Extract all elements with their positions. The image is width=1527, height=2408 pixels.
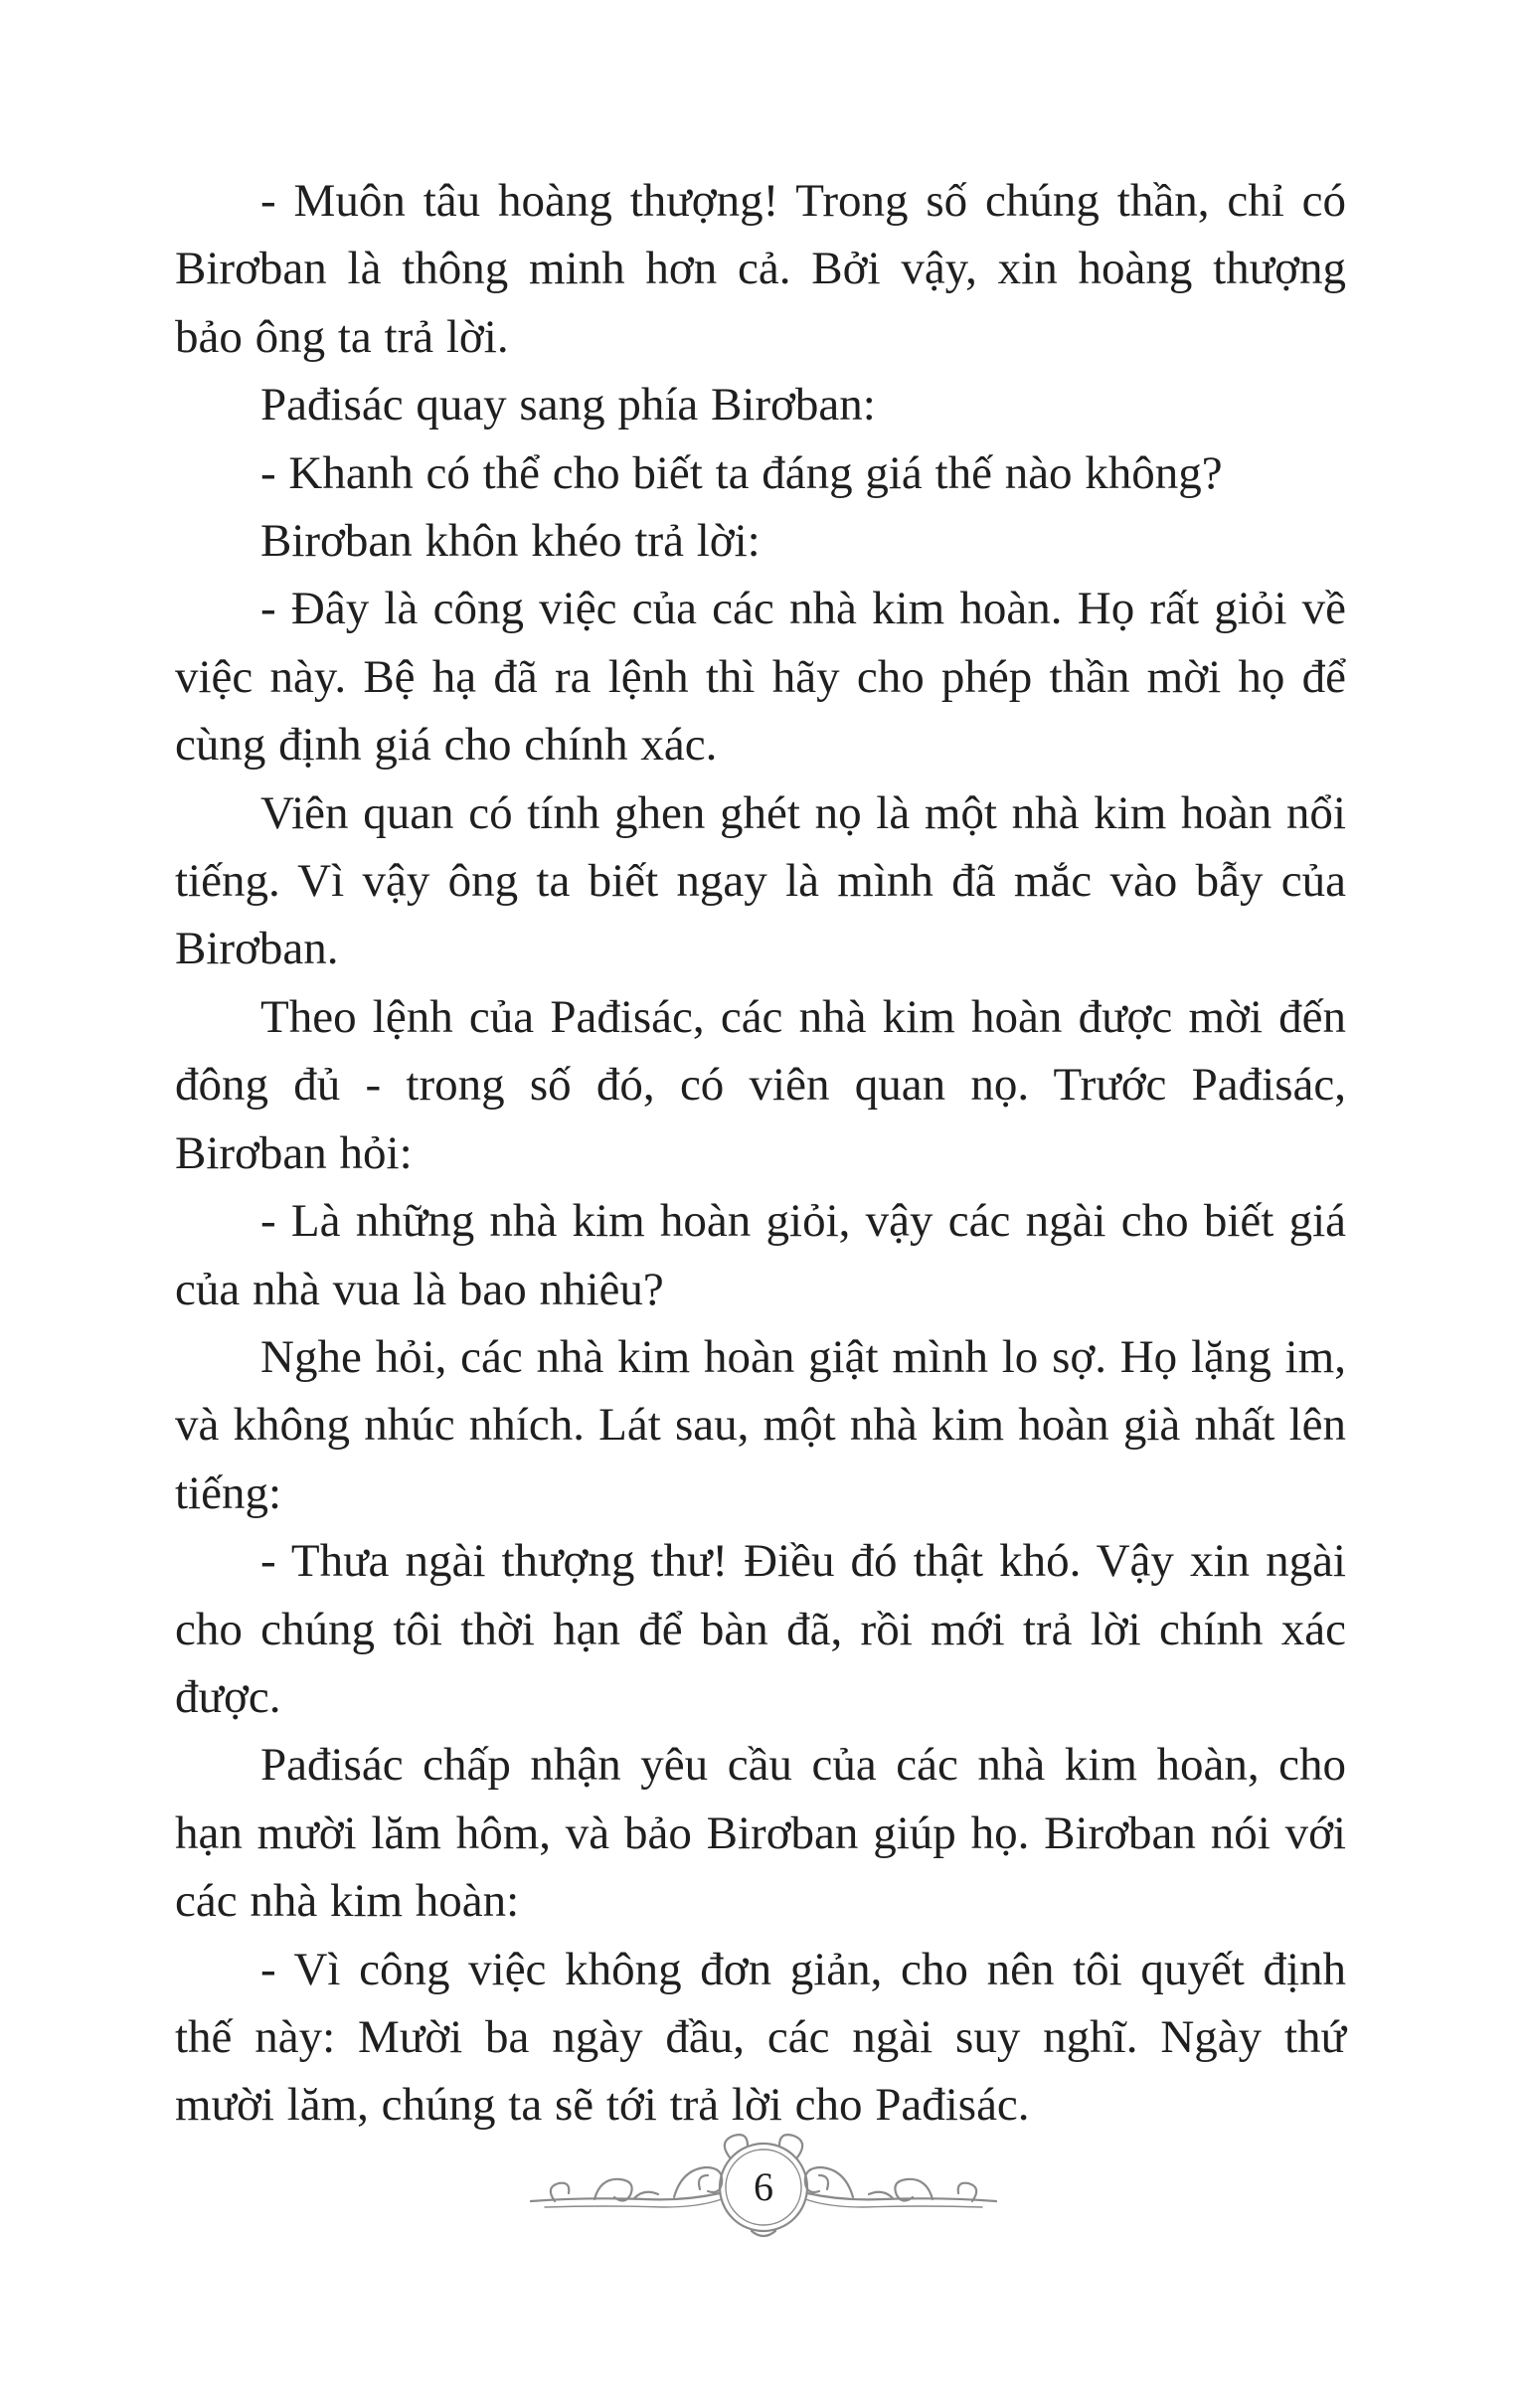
page-number: 6	[754, 2164, 773, 2209]
paragraph-11: Pađisác chấp nhận yêu cầu của các nhà kim hoàn, cho hạn mười lăm hôm, và bảo Birơban giúp họ. Birơban nói với các nhà kim hoàn:	[175, 1739, 1346, 1928]
body-text	[175, 167, 1346, 2140]
paragraph-12: - Vì công việc không đơn giản, cho nên tôi quyết định thế này: Mười ba ngày đầu, các ngài suy nghĩ. Ngày thứ mười lăm, chúng ta sẽ tới trả lời cho Pađisác.	[175, 1943, 1346, 2132]
paragraph-2: Pađisác quay sang phía Birơban:	[260, 379, 876, 431]
paragraph-7: Theo lệnh của Pađisác, các nhà kim hoàn được mời đến đông đủ - trong số đó, có viên quan nọ. Trước Pađisác, Birơban hỏi:	[175, 990, 1346, 1179]
paragraph-3: - Khanh có thể cho biết ta đáng giá thế nào không?	[260, 446, 1223, 499]
paragraph-9: Nghe hỏi, các nhà kim hoàn giật mình lo sợ. Họ lặng im, và không nhúc nhích. Lát sau, một nhà kim hoàn già nhất lên tiếng:	[175, 1330, 1346, 1519]
paragraph-6: Viên quan có tính ghen ghét nọ là một nhà kim hoàn nổi tiếng. Vì vậy ông ta biết ngay là mình đã mắc vào bẫy của Birơban.	[175, 786, 1346, 975]
paragraph-8: - Là những nhà kim hoàn giỏi, vậy các ngài cho biết giá của nhà vua là bao nhiêu?	[175, 1195, 1346, 1315]
paragraph-4: Birơban khôn khéo trả lời:	[260, 515, 761, 568]
paragraph-5: - Đây là công việc của các nhà kim hoàn. Họ rất giỏi về việc này. Bệ hạ đã ra lệnh thì hãy cho phép thần mời họ để cùng định giá cho chính xác.	[175, 583, 1346, 772]
paragraph-1: - Muôn tâu hoàng thượng! Trong số chúng thần, chỉ có Birơban là thông minh hơn cả. Bởi vậy, xin hoàng thượng bảo ông ta trả lời.	[175, 175, 1346, 363]
page-footer	[525, 2128, 1002, 2247]
paragraph-10: - Thưa ngài thượng thư! Điều đó thật khó. Vậy xin ngài cho chúng tôi thời hạn để bàn đã, rồi mới trả lời chính xác được.	[175, 1535, 1346, 1723]
